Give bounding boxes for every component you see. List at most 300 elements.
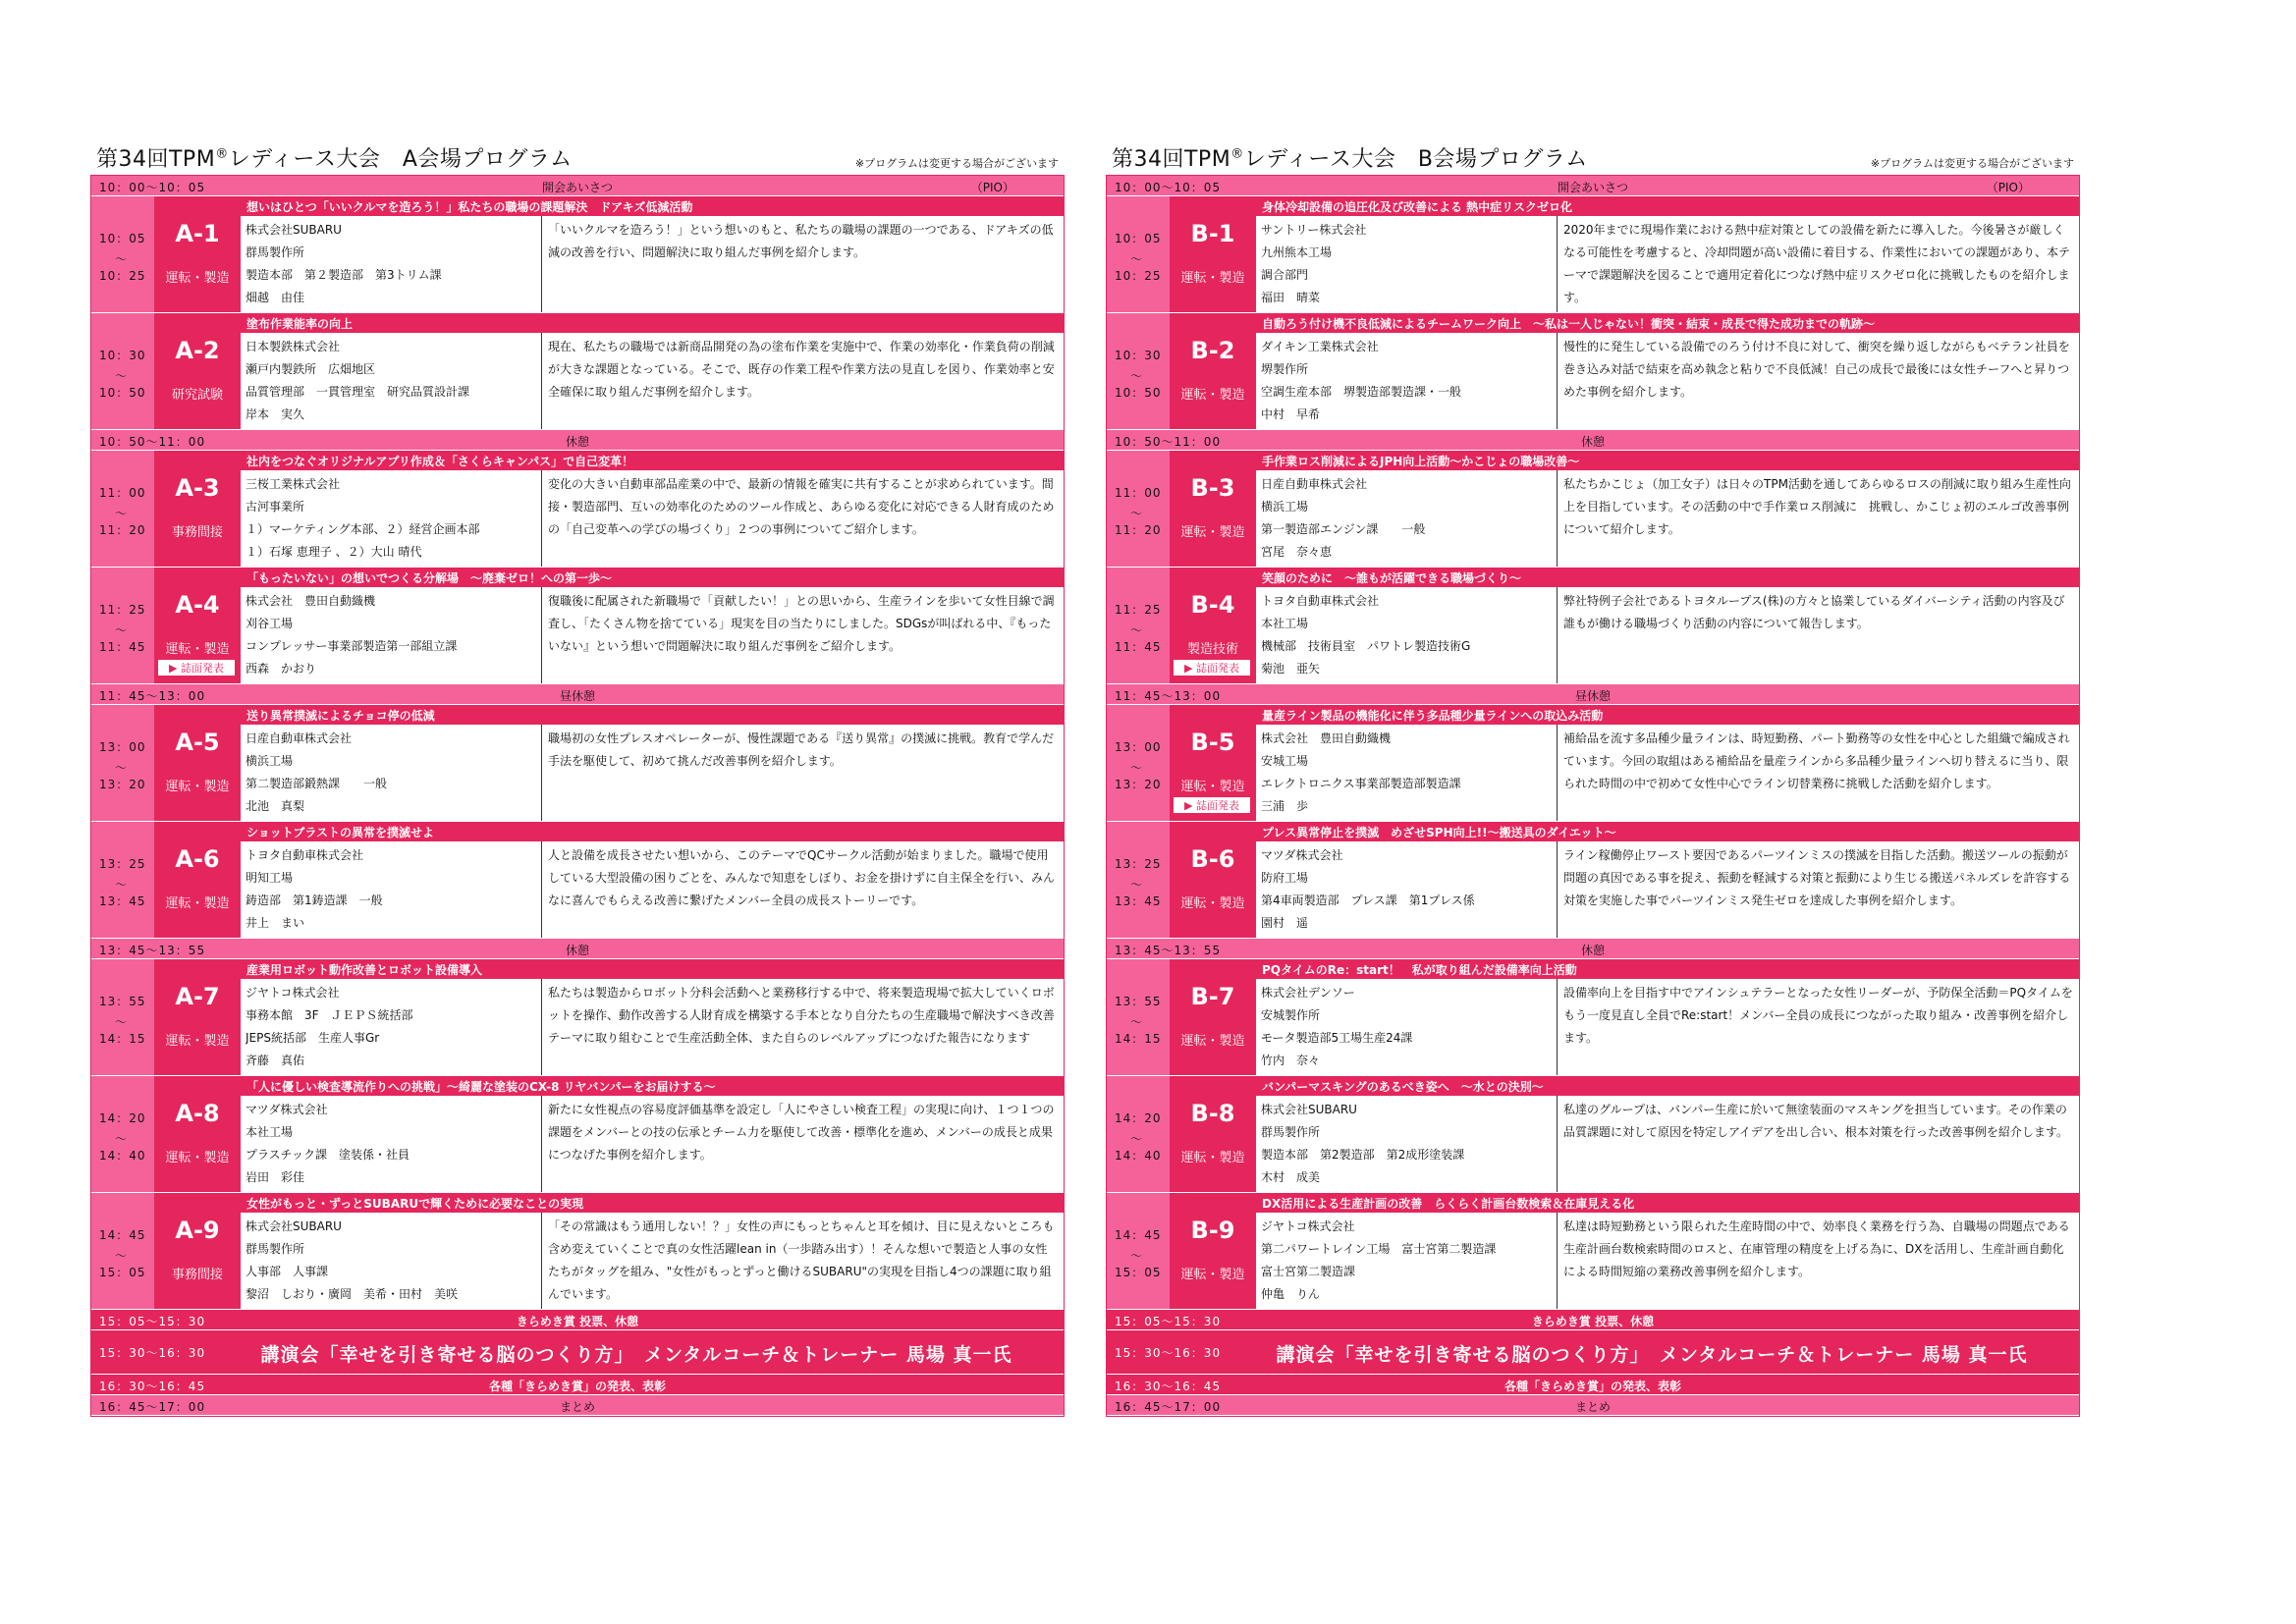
end-time: 14：15	[1115, 1032, 1162, 1046]
session-row	[91, 1076, 1064, 1193]
presenter-line: 富士宮第二製造課	[1261, 1265, 1356, 1278]
change-notice: ※プログラムは変更する場合がございます	[854, 157, 1059, 170]
time-range: 16：30～16：45	[1115, 1380, 1222, 1393]
start-time: 11：25	[99, 603, 146, 617]
presenter-line: 品質管理部 一貫管理室 研究品質設計課	[246, 385, 470, 399]
break-label: 休憩	[1580, 435, 1605, 449]
end-time: 10：25	[99, 269, 146, 283]
time-separator: ～	[1130, 1015, 1144, 1029]
break-row	[1107, 1375, 2079, 1395]
end-time: 15：05	[1115, 1266, 1162, 1279]
presenter-line: 株式会社SUBARU	[246, 223, 342, 237]
end-time: 14：40	[1115, 1149, 1162, 1163]
time-separator: ～	[1130, 252, 1144, 266]
session-code: A-5	[175, 729, 220, 756]
session-body	[1256, 1096, 2079, 1192]
end-time: 14：40	[99, 1149, 146, 1163]
session-description: 「その常識はもう通用しない！？」女性の声にもっとちゃんと耳を傾け、目に見えないところも含め変えていくことで真の女性活躍lean in（一歩踏み出す）！そんな想いで製造と人事の女性たちがタッグを組み、"女性がもっとずっと働けるSUBARU"の実現を目指し4つの課題に取り組んでいます。	[548, 1219, 1055, 1301]
presenter-line: マツダ株式会社	[246, 1103, 328, 1116]
session-description: 私たちかこじょ（加工女子）は日々のTPM活動を通してあらゆるロスの削減に取り組み生産性向上を目指しています。その活動の中で手作業ロス削減に 挑戦し、かこじょ初のエルゴ改善事例について紹介します。	[1563, 477, 2071, 536]
presenter-line: 株式会社SUBARU	[246, 1219, 342, 1233]
session-code: A-2	[175, 337, 220, 364]
session-title: 笑顔のために ～誰もが活躍できる職場づくり～	[1256, 568, 2079, 587]
session-row	[1107, 313, 2079, 430]
presenter-line: 群馬製作所	[246, 1242, 305, 1256]
session-main	[241, 196, 1064, 312]
break-row	[91, 1375, 1064, 1395]
session-description: 弊社特例子会社であるトヨタループス(株)の方々と協業しているダイバーシティ活動の内容及び誰もが働ける職場づくり活動の内容について報告します。	[1563, 594, 2065, 630]
presenter-line: 安城工場	[1261, 754, 1309, 768]
session-code: A-8	[175, 1100, 220, 1127]
presenter-line: 株式会社 豊田自動織機	[246, 594, 376, 608]
end-time: 11：20	[1115, 523, 1162, 537]
presenter-line: 畑越 由佳	[246, 291, 305, 304]
start-time: 14：45	[99, 1228, 146, 1242]
session-body	[241, 333, 1064, 429]
session-category: 運転・製造	[165, 1151, 230, 1165]
presenter-line: 第二パワートレイン工場 富士宮第二製造課	[1261, 1242, 1497, 1256]
session-main	[1256, 822, 2079, 938]
presenter-line: 古河事業所	[246, 500, 305, 514]
session-main	[1256, 313, 2079, 429]
start-time: 10：05	[1115, 232, 1162, 245]
session-time	[1107, 196, 1170, 312]
session-time	[1107, 822, 1170, 938]
session-code-cell	[154, 568, 241, 683]
session-main	[1256, 959, 2079, 1075]
session-code: A-3	[175, 474, 220, 502]
presenter-line: 瀬戸内製鉄所 広畑地区	[246, 362, 376, 376]
session-code: A-7	[175, 983, 220, 1010]
presenter-line: 堺製作所	[1261, 362, 1309, 376]
session-body	[241, 470, 1064, 567]
session-description: ライン稼働停止ワースト要因であるパーツインミスの撲滅を目指した活動。搬送ツールの振動が問題の真因である事を捉え、振動を軽減する対策と振動により生じる搬送パネルズレを許容する対策を実施した事でパーツインミス発生ゼロを達成した事例を紹介します。	[1563, 848, 2071, 907]
break-label: 休憩	[565, 435, 589, 449]
program-table	[90, 175, 1065, 1417]
session-time	[91, 196, 154, 312]
presenter-line: ジヤトコ株式会社	[1261, 1219, 1355, 1233]
session-row	[1107, 1076, 2079, 1193]
start-time: 11：00	[99, 486, 146, 500]
session-title: PQタイムのRe：start！ 私が取り組んだ設備率向上活動	[1256, 959, 2079, 979]
session-description: 職場初の女性プレスオペレーターが、慢性課題である『送り異常』の撲滅に挑戦。教育で学んだ手法を駆使して、初めて挑んだ改善事例を紹介します。	[548, 731, 1055, 768]
time-range: 10：00～10：05	[99, 181, 206, 194]
presenter-info	[1256, 333, 1558, 429]
session-body	[1256, 333, 2079, 429]
session-body	[1256, 216, 2079, 312]
session-title: 送り異常撲滅によるチョコ停の低減	[241, 705, 1064, 725]
program-panel-b	[1106, 147, 2080, 1417]
break-label: 開会あいさつ	[1557, 181, 1628, 194]
session-body	[1256, 979, 2079, 1075]
start-time: 13：00	[99, 740, 146, 754]
presenter-line: 岸本 実久	[246, 407, 305, 421]
digital-badge: ▶ 誌面発表	[1174, 797, 1250, 813]
time-separator: ～	[1130, 761, 1144, 775]
session-category: 運転・製造	[1180, 388, 1245, 403]
session-main	[241, 451, 1064, 567]
session-body	[241, 1213, 1064, 1309]
presenter-info	[241, 333, 542, 429]
venue-note: （PIO）	[970, 181, 1014, 194]
session-category: 運転・製造	[165, 780, 230, 794]
session-category: 運転・製造	[1180, 1034, 1245, 1049]
start-time: 13：00	[1115, 740, 1162, 754]
presenter-line: エレクトロニクス事業部製造部製造課	[1261, 777, 1461, 790]
session-time	[1107, 1076, 1170, 1192]
session-row	[91, 313, 1064, 430]
break-row	[1107, 1310, 2079, 1330]
session-title: 「人に優しい検査導流作りへの挑戦」～綺麗な塗装のCX-8 リヤバンパーをお届けする～	[241, 1076, 1064, 1096]
session-time	[91, 959, 154, 1075]
time-separator: ～	[115, 1132, 129, 1146]
presenter-line: 群馬製作所	[246, 245, 305, 259]
session-category: 運転・製造	[165, 642, 230, 657]
session-title: 自動ろう付け機不良低減によるチームワーク向上 ～私は一人じゃない！衝突・結束・成長で得た成功までの軌跡～	[1256, 313, 2079, 333]
session-body	[1256, 1213, 2079, 1309]
time-range: 10：00～10：05	[1115, 181, 1222, 194]
break-label: 開会あいさつ	[541, 181, 613, 194]
session-row	[1107, 1193, 2079, 1310]
presenter-line: 三桜工業株式会社	[246, 477, 341, 491]
end-time: 10：50	[99, 386, 146, 400]
change-notice: ※プログラムは変更する場合がございます	[1870, 157, 2074, 170]
session-time	[1107, 451, 1170, 567]
presenter-line: 株式会社デンソー	[1261, 986, 1355, 1000]
session-description: 慢性的に発生している設備でのろう付け不良に対して、衝突を繰り返しながらもベテラン社員を巻き込み対話で結束を高め執念と粘りで不良低減！自己の成長で最後には女性チーフへと昇りつめた事例を紹介します。	[1563, 340, 2070, 399]
session-main	[241, 313, 1064, 429]
session-row	[91, 568, 1064, 684]
session-description: 新たに女性視点の容易度評価基準を設定し「人にやさしい検査工程」の実現に向け、１つ１つの課題をメンバーとの技の伝承とチーム力を駆使して改善・標準化を進め、メンバーの成長と成果につなげた事例を紹介します。	[548, 1103, 1055, 1162]
time-separator: ～	[115, 761, 129, 775]
presenter-line: 九州熊本工場	[1261, 245, 1333, 259]
session-main	[241, 568, 1064, 683]
start-time: 10：05	[99, 232, 146, 245]
session-code-cell	[1170, 959, 1256, 1075]
presenter-line: 明知工場	[246, 871, 294, 885]
presenter-line: 菊池 亜矢	[1261, 662, 1321, 676]
presenter-line: 株式会社 豊田自動織機	[1261, 731, 1392, 745]
presenter-info	[241, 1213, 542, 1309]
presenter-line: 製造本部 第２製造部 第3トリム課	[246, 268, 442, 282]
presenter-line: 井上 まい	[246, 916, 305, 930]
session-row	[91, 451, 1064, 568]
start-time: 13：25	[99, 857, 146, 871]
session-code: B-7	[1190, 983, 1235, 1010]
venue-note: （PIO）	[1986, 181, 2030, 194]
session-code: A-4	[175, 591, 220, 619]
session-body	[241, 841, 1064, 938]
time-range: 11：45～13：00	[1115, 689, 1222, 703]
time-range: 15：05～15：30	[1115, 1315, 1222, 1328]
presenter-line: 刈谷工場	[246, 617, 294, 630]
session-main	[241, 1193, 1064, 1309]
session-time	[91, 1076, 154, 1192]
session-description: 設備率向上を目指す中でアインシュテラーとなった女性リーダーが、予防保全活動＝PQタイムをもう一度見直し全員でRe:start！メンバー全員の成長につながった取り組み・改善事例を紹介します。	[1563, 986, 2073, 1045]
session-code-cell	[1170, 705, 1256, 821]
session-title: 「もったいない」の想いでつくる分解場 ～廃棄ゼロ！への第一歩～	[241, 568, 1064, 587]
break-label: きらめき賞 投票、休憩	[516, 1315, 639, 1328]
break-row	[91, 939, 1064, 959]
time-separator: ～	[115, 252, 129, 266]
presenter-info	[1256, 216, 1558, 312]
time-range: 15：05～15：30	[99, 1315, 206, 1328]
presenter-info	[1256, 1213, 1558, 1309]
time-separator: ～	[115, 1015, 129, 1029]
session-category: 運転・製造	[165, 896, 230, 911]
break-row	[1107, 684, 2079, 705]
presenter-line: 北池 真梨	[246, 799, 305, 813]
presenter-line: 鋳造部 第1鋳造課 一般	[246, 893, 383, 907]
end-time: 13：20	[99, 778, 146, 791]
session-code: B-2	[1190, 337, 1235, 364]
presenter-line: 本社工場	[246, 1125, 294, 1139]
presenter-line: 園村 遥	[1261, 916, 1309, 930]
presenter-line: 人事部 人事課	[246, 1265, 329, 1278]
break-label: 昼休憩	[559, 689, 595, 703]
session-category: 事務間接	[171, 525, 223, 540]
break-row	[91, 176, 1064, 196]
time-range: 13：45～13：55	[1115, 944, 1222, 957]
presenter-info	[241, 979, 542, 1075]
time-range: 10：50～11：00	[1115, 435, 1222, 449]
session-row	[1107, 451, 2079, 568]
end-time: 13：20	[1115, 778, 1162, 791]
digital-badge: ▶ 誌面発表	[1174, 660, 1250, 676]
time-separator: ～	[1130, 1132, 1144, 1146]
session-category: 運転・製造	[1180, 896, 1245, 911]
presenter-line: マツダ株式会社	[1261, 848, 1343, 862]
start-time: 10：30	[1115, 349, 1162, 362]
presenter-info	[241, 470, 542, 567]
session-category: 研究試験	[171, 388, 223, 403]
end-time: 10：25	[1115, 269, 1162, 283]
time-separator: ～	[115, 1249, 129, 1263]
session-main	[1256, 451, 2079, 567]
start-time: 13：55	[99, 995, 146, 1008]
presenter-line: ダイキン工業株式会社	[1261, 340, 1379, 353]
session-time	[91, 451, 154, 567]
end-time: 14：15	[99, 1032, 146, 1046]
session-code: A-6	[175, 845, 220, 873]
time-range: 15：30～16：30	[1115, 1346, 1222, 1360]
panel-title: 第34回TPM®レディース大会 B会場プログラム	[1112, 146, 1588, 172]
session-code-cell	[154, 705, 241, 821]
session-code-cell	[154, 959, 241, 1075]
session-code: B-5	[1190, 729, 1235, 756]
session-title: 身体冷却設備の追圧化及び改善による 熱中症リスクゼロ化	[1256, 196, 2079, 216]
session-time	[91, 705, 154, 821]
session-code: B-9	[1190, 1217, 1235, 1244]
session-time	[1107, 1193, 1170, 1309]
break-row	[1107, 430, 2079, 451]
start-time: 13：55	[1115, 995, 1162, 1008]
panel-title: 第34回TPM®レディース大会 A会場プログラム	[96, 146, 573, 172]
lecture-row	[91, 1330, 1064, 1375]
session-title: 産業用ロボット動作改善とロボット設備導入	[241, 959, 1064, 979]
lecture-row	[1107, 1330, 2079, 1375]
session-row	[1107, 822, 2079, 939]
presenter-info	[1256, 841, 1558, 938]
presenter-line: 事務本館 3F ＪＥＰＳ統括部	[246, 1008, 413, 1022]
presenter-info	[241, 725, 542, 821]
session-code: B-8	[1190, 1100, 1235, 1127]
session-title: 手作業ロス削減によるJPH向上活動～かこじょの職場改善～	[1256, 451, 2079, 470]
presenter-line: JEPS統括部 生産人事Gr	[246, 1031, 380, 1045]
presenter-line: 日産自動車株式会社	[246, 731, 353, 745]
session-category: 運転・製造	[165, 271, 230, 286]
presenter-line: 仲亀 りん	[1261, 1287, 1321, 1301]
presenter-line: 第二製造部鍛熱課 一般	[246, 777, 388, 790]
presenter-line: 西森 かおり	[246, 662, 317, 676]
break-label: 各種「きらめき賞」の発表、表彰	[1503, 1380, 1681, 1393]
presenter-line: 宮尾 奈々恵	[1261, 545, 1333, 559]
presenter-line: 日本製鉄株式会社	[246, 340, 341, 353]
session-category: 製造技術	[1186, 642, 1238, 657]
session-category: 事務間接	[171, 1268, 223, 1282]
session-title: ショットブラストの異常を撲滅せよ	[241, 822, 1064, 841]
lecture-title: 講演会「幸せを引き寄せる脳のつくり方」 メンタルコーチ＆トレーナー 馬場 真一氏	[1276, 1344, 2028, 1366]
time-separator: ～	[115, 507, 129, 520]
break-row	[1107, 939, 2079, 959]
time-separator: ～	[1130, 878, 1144, 892]
session-time	[91, 1193, 154, 1309]
start-time: 11：25	[1115, 603, 1162, 617]
session-description: 私達のグループは、バンパー生産に於いて無塗装面のマスキングを担当しています。その作業の品質課題に対して原因を特定しアイデアを出し合い、根本対策を行った改善事例を紹介します。	[1563, 1103, 2068, 1139]
start-time: 14：20	[1115, 1111, 1162, 1125]
presenter-info	[1256, 1096, 1558, 1192]
presenter-info	[1256, 979, 1558, 1075]
presenter-line: 製造本部 第2製造部 第2成形塗装課	[1261, 1148, 1465, 1162]
break-row	[1107, 176, 2079, 196]
session-code-cell	[1170, 1193, 1256, 1309]
session-main	[1256, 568, 2079, 683]
time-separator: ～	[1130, 507, 1144, 520]
session-main	[1256, 705, 2079, 821]
time-range: 16：30～16：45	[99, 1380, 206, 1393]
time-range: 16：45～17：00	[1115, 1400, 1222, 1414]
session-description: 復職後に配属された新職場で「貢献したい！」との思いから、生産ラインを歩いて女性目線で調査し、「たくさん物を捨てている」現実を目の当たりにしました。SDGsが叫ばれる中、『もったいない』という想いで問題解決に取り組んだ事例をご紹介します。	[548, 594, 1055, 653]
session-category: 運転・製造	[1180, 271, 1245, 286]
session-category: 運転・製造	[1180, 1268, 1245, 1282]
break-row	[91, 430, 1064, 451]
time-range: 11：45～13：00	[99, 689, 206, 703]
session-row	[91, 822, 1064, 939]
digital-badge: ▶ 誌面発表	[158, 660, 235, 676]
break-label: まとめ	[1574, 1400, 1611, 1414]
panel-header	[1106, 147, 2080, 175]
break-label: 休憩	[565, 944, 589, 957]
start-time: 14：45	[1115, 1228, 1162, 1242]
session-title: プレス異常停止を撲滅 めざせSPH向上!!～搬送具のダイエット～	[1256, 822, 2079, 841]
presenter-line: プラスチック課 塗装係・社員	[246, 1148, 410, 1162]
session-row	[91, 959, 1064, 1076]
start-time: 11：00	[1115, 486, 1162, 500]
session-row	[1107, 196, 2079, 313]
end-time: 11：45	[99, 640, 146, 654]
session-description: 変化の大きい自動車部品産業の中で、最新の情報を確実に共有することが求められています。間接・製造部門、互いの効率化のためのツール作成と、あらゆる変化に対応できる人財育成のための「自己変革への学びの場づくり」２つの事例についてご紹介します。	[548, 477, 1055, 536]
presenter-line: 福田 晴菜	[1261, 291, 1321, 304]
end-time: 13：45	[1115, 894, 1162, 908]
presenter-line: 日産自動車株式会社	[1261, 477, 1368, 491]
session-main	[1256, 1193, 2079, 1309]
break-row	[1107, 1395, 2079, 1416]
session-description: 現在、私たちの職場では新商品開発の為の塗布作業を実施中で、作業の効率化・作業負荷の削減が大きな課題となっている。そこで、既存の作業工程や作業方法の見直しを図り、作業効率と安全確保に取り組んだ事例を紹介します。	[548, 340, 1055, 399]
session-body	[1256, 841, 2079, 938]
session-code-cell	[1170, 568, 1256, 683]
presenter-info	[241, 1096, 542, 1192]
presenter-line: 横浜工場	[1261, 500, 1309, 514]
session-code: B-3	[1190, 474, 1235, 502]
presenter-line: 岩田 彩佳	[246, 1170, 305, 1184]
time-separator: ～	[115, 623, 129, 637]
session-row	[1107, 568, 2079, 684]
presenter-line: トヨタ自動車株式会社	[1261, 594, 1380, 608]
session-body	[1256, 470, 2079, 567]
session-title: 塗布作業能率の向上	[241, 313, 1064, 333]
presenter-info	[1256, 725, 1558, 821]
session-category: 運転・製造	[1180, 780, 1245, 794]
session-description: 「いいクルマを造ろう！」という想いのもと、私たちの職場の課題の一つである、ドアキズの低減の改善を行い、問題解決に取り組んだ事例を紹介します。	[548, 223, 1054, 259]
session-code: A-1	[175, 220, 220, 247]
session-code-cell	[1170, 313, 1256, 429]
presenter-info	[1256, 587, 1558, 683]
break-label: 各種「きらめき賞」の発表、表彰	[488, 1380, 666, 1393]
session-title: 社内をつなぐオリジナルアプリ作成＆「さくらキャンパス」で自己変革！	[241, 451, 1064, 470]
session-description: 人と設備を成長させたい想いから、このテーマでQCサークル活動が始まりました。職場で使用している大型設備の困りごとを、みんなで知恵をしぼり、お金を掛けずに自主保全を行い、みんなに喜んでもらえる改善に繋げたメンバー全員の成長ストーリーです。	[548, 848, 1056, 907]
session-title: バンパーマスキングのあるべき姿へ ～水との決別～	[1256, 1076, 2079, 1096]
presenter-info	[1256, 470, 1558, 567]
presenter-line: トヨタ自動車株式会社	[246, 848, 364, 862]
presenter-line: 群馬製作所	[1261, 1125, 1321, 1139]
session-title: 女性がもっと・ずっとSUBARUで輝くために必要なことの実現	[241, 1193, 1064, 1213]
end-time: 11：20	[99, 523, 146, 537]
break-label: 休憩	[1580, 944, 1605, 957]
session-time	[91, 568, 154, 683]
presenter-line: 中村 早希	[1261, 407, 1321, 421]
presenter-line: 機械部 技術員室 パワトレ製造技術G	[1261, 639, 1471, 653]
session-row	[1107, 959, 2079, 1076]
break-row	[91, 1310, 1064, 1330]
presenter-line: 株式会社SUBARU	[1261, 1103, 1357, 1116]
session-description: 私達は時短勤務という限られた生産時間の中で、効率良く業務を行う為、自職場の問題点である生産計画台数検索時間のロスと、在庫管理の精度を上げる為に、DXを活用し、生産計画自動化による時間短縮の業務改善事例を紹介します。	[1563, 1219, 2070, 1278]
presenter-line: １）マーケティング本部、２）経営企画本部	[246, 522, 480, 536]
presenter-line: 第一製造部エンジン課 一般	[1261, 522, 1426, 536]
session-code-cell	[154, 196, 241, 312]
session-body	[241, 725, 1064, 821]
session-body	[241, 1096, 1064, 1192]
end-time: 11：45	[1115, 640, 1162, 654]
time-range: 10：50～11：00	[99, 435, 206, 449]
session-code-cell	[154, 822, 241, 938]
presenter-line: 本社工場	[1261, 617, 1309, 630]
session-code-cell	[154, 1076, 241, 1192]
presenter-line: 調合部門	[1261, 268, 1309, 282]
end-time: 15：05	[99, 1266, 146, 1279]
session-main	[241, 822, 1064, 938]
session-body	[1256, 587, 2079, 683]
session-main	[241, 1076, 1064, 1192]
session-time	[1107, 568, 1170, 683]
session-time	[1107, 705, 1170, 821]
session-code-cell	[1170, 451, 1256, 567]
session-code: A-9	[175, 1217, 220, 1244]
break-label: きらめき賞 投票、休憩	[1531, 1315, 1655, 1328]
session-body	[241, 216, 1064, 312]
session-code-cell	[154, 451, 241, 567]
presenter-line: 空調生産本部 堺製造部製造課・一般	[1261, 385, 1462, 399]
program-table	[1106, 175, 2080, 1417]
